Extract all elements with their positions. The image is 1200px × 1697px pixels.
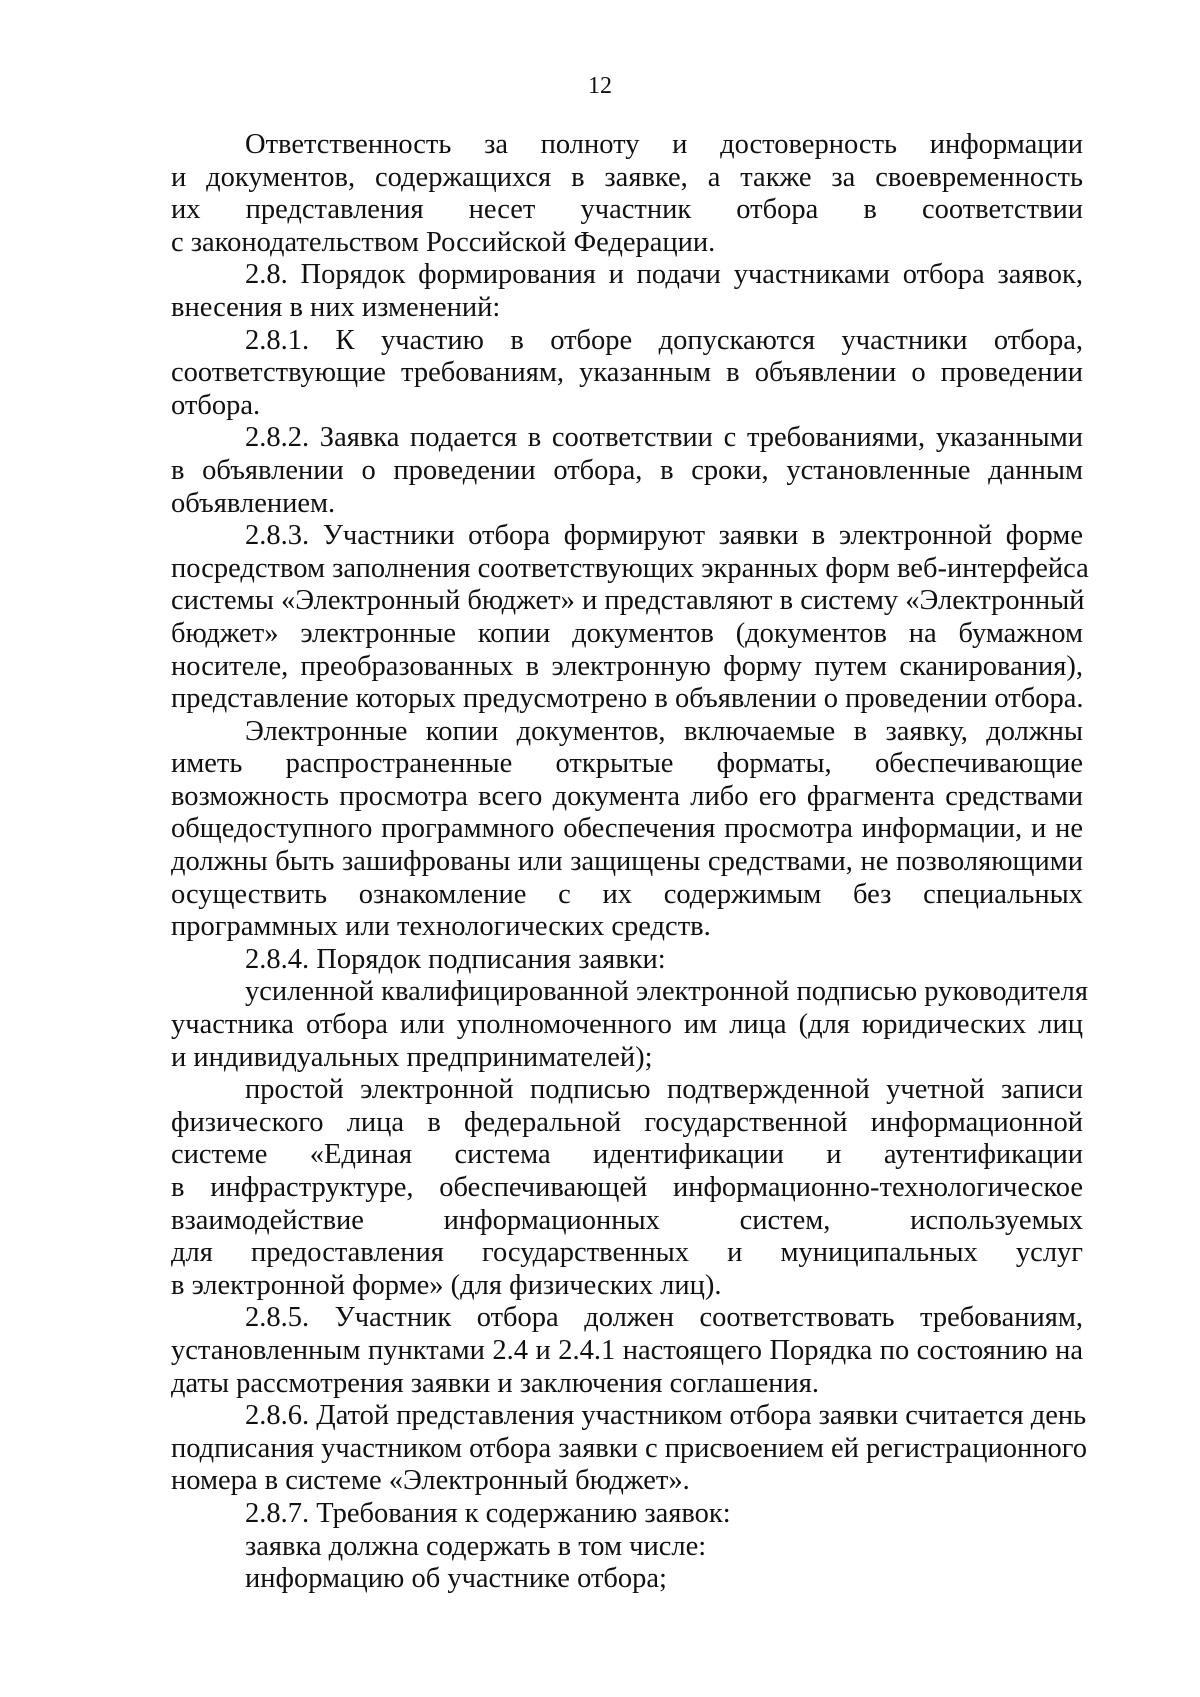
text-line: иметь распространенные открытые форматы, обеспечивающие xyxy=(171,748,1083,780)
text-line: должны быть зашифрованы или защищены средствами, не позволяющими xyxy=(171,846,1083,878)
text-line: 2.8. Порядок формирования и подачи участниками отбора заявок, xyxy=(245,259,1083,291)
text-line: даты рассмотрения заявки и заключения соглашения. xyxy=(171,1367,820,1399)
text-line: номера в системе «Электронный бюджет». xyxy=(171,1465,690,1497)
text-line: общедоступного программного обеспечения просмотра информации, и не xyxy=(171,813,1083,845)
text-line: взаимодействие информационных систем, используемых xyxy=(171,1204,1083,1236)
text-line: участника отбора или уполномоченного им лица (для юридических лиц xyxy=(171,1009,1083,1041)
text-line: объявлением. xyxy=(171,487,336,519)
page-number: 12 xyxy=(588,73,612,99)
text-line: посредством заполнения соответствующих экранных форм веб-интерфейса xyxy=(171,552,1089,584)
text-line: 2.8.5. Участник отбора должен соответствовать требованиям, xyxy=(245,1302,1083,1334)
text-line: в электронной форме» (для физических лиц). xyxy=(171,1269,722,1301)
text-line: осуществить ознакомление с их содержимым без специальных xyxy=(171,878,1083,910)
text-line: внесения в них изменений: xyxy=(171,291,501,323)
text-line: установленным пунктами 2.4 и 2.4.1 настоящего Порядка по состоянию на xyxy=(171,1334,1083,1366)
text-line: системы «Электронный бюджет» и представляют в систему «Электронный xyxy=(171,585,1085,617)
text-line: их представления несет участник отбора в соответствии xyxy=(171,194,1083,226)
text-line: Ответственность за полноту и достоверность информации xyxy=(245,129,1083,160)
text-line: подписания участником отбора заявки с присвоением ей регистрационного xyxy=(171,1432,1087,1464)
text-line: и документов, содержащихся в заявке, а также за своевременность xyxy=(171,161,1083,193)
text-line: носителе, преобразованных в электронную форму путем сканирования), xyxy=(171,650,1083,682)
text-line: физического лица в федеральной государственной информационной xyxy=(171,1106,1083,1138)
text-line: 2.8.1. К участию в отборе допускаются участники отбора, xyxy=(245,324,1083,356)
document-body xyxy=(171,129,1089,1596)
text-line: системе «Единая система идентификации и аутентификации xyxy=(171,1139,1083,1171)
text-line: и индивидуальных предпринимателей); xyxy=(171,1041,653,1073)
text-line: для предоставления государственных и муниципальных услуг xyxy=(171,1237,1083,1269)
text-line: бюджет» электронные копии документов (документов на бумажном xyxy=(171,617,1083,649)
text-line: 2.8.4. Порядок подписания заявки: xyxy=(245,943,666,975)
text-line: простой электронной подписью подтвержденной учетной записи xyxy=(245,1074,1083,1106)
text-line: в объявлении о проведении отбора, в сроки, установленные данным xyxy=(171,454,1083,486)
text-line: 2.8.6. Датой представления участником отбора заявки считается день xyxy=(245,1400,1087,1432)
text-line: 2.8.3. Участники отбора формируют заявки в электронной форме xyxy=(245,520,1083,552)
text-line: усиленной квалифицированной электронной подписью руководителя xyxy=(245,976,1088,1008)
text-line: Электронные копии документов, включаемые в заявку, должны xyxy=(245,715,1083,747)
text-line: с законодательством Российской Федерации. xyxy=(171,226,716,258)
text-line: 2.8.7. Требования к содержанию заявок: xyxy=(245,1497,731,1529)
text-line: информацию об участнике отбора; xyxy=(245,1563,667,1595)
text-line: отбора. xyxy=(171,389,261,421)
text-line: представление которых предусмотрено в объявлении о проведении отбора. xyxy=(171,683,1084,715)
text-line: соответствующие требованиям, указанным в объявлении о проведении xyxy=(171,357,1083,389)
text-line: в инфраструктуре, обеспечивающей информационно-технологическое xyxy=(171,1172,1083,1203)
text-line: 2.8.2. Заявка подается в соответствии с требованиями, указанными xyxy=(245,422,1083,454)
text-line: заявка должна содержать в том числе: xyxy=(245,1530,707,1562)
text-line: программных или технологических средств. xyxy=(171,911,711,943)
text-line: возможность просмотра всего документа либо его фрагмента средствами xyxy=(171,780,1083,812)
